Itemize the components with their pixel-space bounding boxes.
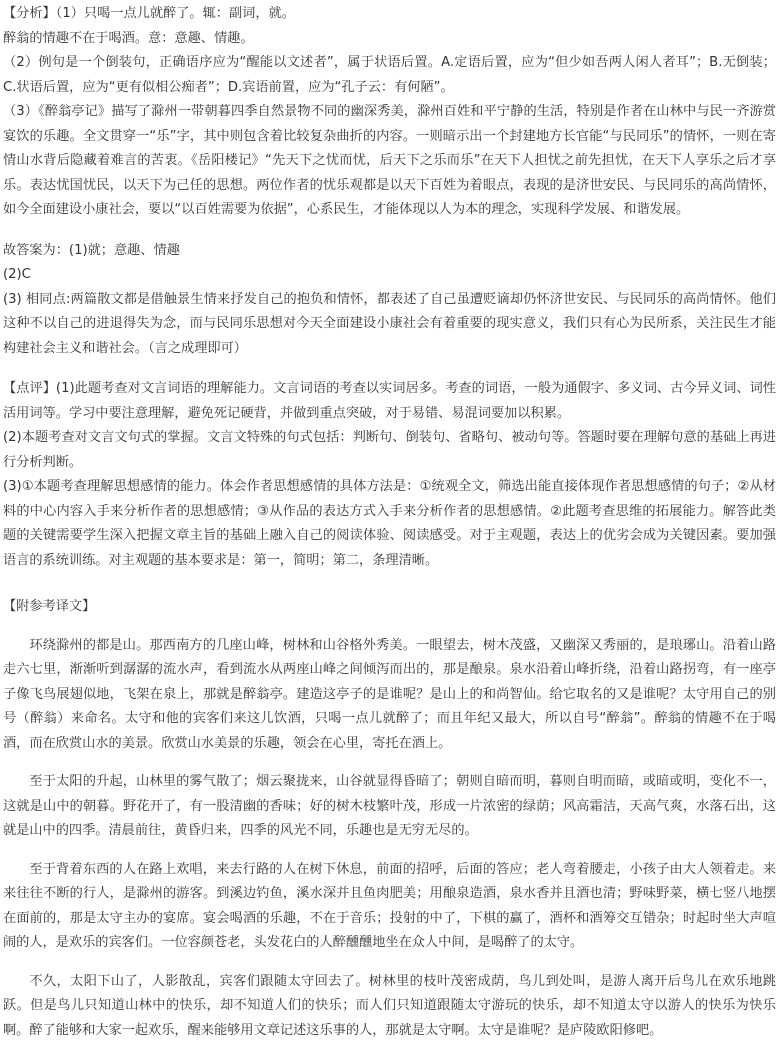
comment-line-3: (3)①本题考查理解思想感情的能力。体会作者思想感情的具体方法是：①统观全文，筛选出能直接体现作者思想感情的句子；②从材料的中心内容入手来分析作者的思想感情；③从作品的表达方式入手来分析作者的思想感情。②此题考查思维的拓展能力。解答此类题的关键需要学生深入把握文章主旨的基础上融入自己的阅读体验、阅读感受。对于主观题，表达上的优劣会成为关键因素。要加强语言的系统训练。对主观题的基本要求是：第一，简明；第二，条理清晰。 <box>3 475 776 573</box>
translation-paragraph-2: 至于太阳的升起，山林里的雾气散了；烟云聚拢来，山谷就显得昏暗了；朝则自暗而明，暮则自明而暗，或暗或明，变化不一，这就是山中的朝暮。野花开了，有一股清幽的香味；好的树木枝繁叶茂，形成一片浓密的绿荫；风高霜洁，天高气爽，水落石出，这就是山中的四季。清晨前往，黄昏归来，四季的风光不同，乐趣也是无穷无尽的。 <box>3 770 776 844</box>
translation-heading: 【附参考译文】 <box>3 595 776 620</box>
answer-line-3: (3) 相同点:两篇散文都是借触景生情来抒发自己的抱负和情怀，都表述了自己虽遭贬谪却仍怀济世安民、与民同乐的高尚情怀。他们这种不以自己的进退得失为念，而与民同乐思想对今天全面建设小康社会有着重要的现实意义，我们只有心为民所系，关注民生才能构建社会主义和谐社会。（言之成理即可） <box>3 288 776 362</box>
answer-line-2: (2)C <box>3 263 776 288</box>
analysis-line-1: 【分析】（1）只喝一点儿就醉了。辄：副词，就。 <box>3 2 776 27</box>
translation-paragraph-4: 不久，太阳下山了，人影散乱，宾客们跟随太守回去了。树林里的枝叶茂密成荫，鸟儿到处叫，是游人离开后鸟儿在欢乐地跳跃。但是鸟儿只知道山林中的快乐，却不知道人们的快乐；而人们只知道跟随太守游玩的快乐，却不知道太守以游人的快乐为快乐啊。醉了能够和大家一起欢乐，醒来能够用文章记述这乐事的人，那就是太守啊。太守是谁呢？是庐陵欧阳修吧。 <box>3 970 776 1043</box>
comment-line-2: (2)本题考查对文言文句式的掌握。文言文特殊的句式包括：判断句、倒装句、省略句、被动句等。答题时要在理解句意的基础上再进行分析判断。 <box>3 426 776 475</box>
translation-section <box>3 595 776 1043</box>
answer-line-1: 故答案为：(1)就；意趣、情趣 <box>3 239 776 264</box>
translation-paragraph-1: 环绕滁州的都是山。那西南方的几座山峰，树林和山谷格外秀美。一眼望去，树木茂盛，又幽深又秀丽的，是琅琊山。沿着山路走六七里，渐渐听到潺潺的流水声，看到流水从两座山峰之间倾泻而出的，那是酿泉。泉水沿着山峰折绕，沿着山路拐弯，有一座亭子像飞鸟展翅似地，飞架在泉上，那就是醉翁亭。建造这亭子的是谁呢？是山上的和尚智仙。给它取名的又是谁呢？太守用自己的别号（醉翁）来命名。太守和他的宾客们来这儿饮酒，只喝一点儿就醉了；而且年纪又最大，所以自号“醉翁”。醉翁的情趣不在于喝酒，而在欣赏山水的美景。欣赏山水美景的乐趣，领会在心里，寄托在酒上。 <box>3 634 776 757</box>
answer-section <box>3 239 776 362</box>
translation-paragraph-3: 至于背着东西的人在路上欢唱，来去行路的人在树下休息，前面的招呼，后面的答应；老人弯着腰走，小孩子由大人领着走。来来往往不断的行人，是滁州的游客。到溪边钓鱼，溪水深并且鱼肉肥美；用酿泉造酒，泉水香并且酒也清；野味野菜，横七竖八地摆在面前的，那是太守主办的宴席。宴会喝酒的乐趣，不在于音乐；投射的中了，下棋的赢了，酒杯和酒筹交互错杂；时起时坐大声喧闹的人，是欢乐的宾客们。一位容颜苍老，头发花白的人醉醺醺地坐在众人中间，是喝醉了的太守。 <box>3 858 776 956</box>
analysis-line-2: 醉翁的情趣不在于喝酒。意：意趣、情趣。 <box>3 27 776 52</box>
analysis-section <box>3 2 776 223</box>
comment-line-1: 【点评】(1)此题考查对文言词语的理解能力。文言词语的考查以实词居多。考查的词语，一般为通假字、多义词、古今异义词、词性活用词等。学习中要注意理解，避免死记硬背，并做到重点突破，对于易错、易混词要加以积累。 <box>3 377 776 426</box>
comment-section <box>3 377 776 573</box>
analysis-line-3: （2）例句是一个倒装句，正确语序应为“醒能以文述者”，属于状语后置。A.定语后置，应为“但少如吾两人闲人者耳”；B.无倒装；C.状语后置，应为“更有似相公痴者”；D.宾语前置，应为“孔子云：有何陋”。 <box>3 51 776 100</box>
analysis-line-4: （3）《醉翁亭记》描写了滁州一带朝暮四季自然景物不同的幽深秀美，滁州百姓和平宁静的生活，特别是作者在山林中与民一齐游赏宴饮的乐趣。全文贯穿一“乐”字，其中则包含着比较复杂曲折的内容。一则暗示出一个封建地方长官能“与民同乐”的情怀，一则在寄情山水背后隐藏着难言的苦衷。《岳阳楼记》“先天下之忧而忧，后天下之乐而乐”在天下人担忧之前先担忧，在天下人享乐之后才享乐。表达忧国忧民，以天下为己任的思想。两位作者的忧乐观都是以天下百姓为着眼点，表现的是济世安民、与民同乐的高尚情怀，如今全面建设小康社会，要以“以百姓需要为依据”，心系民生，才能体现以人为本的理念，实现科学发展、和谐发展。 <box>3 100 776 223</box>
